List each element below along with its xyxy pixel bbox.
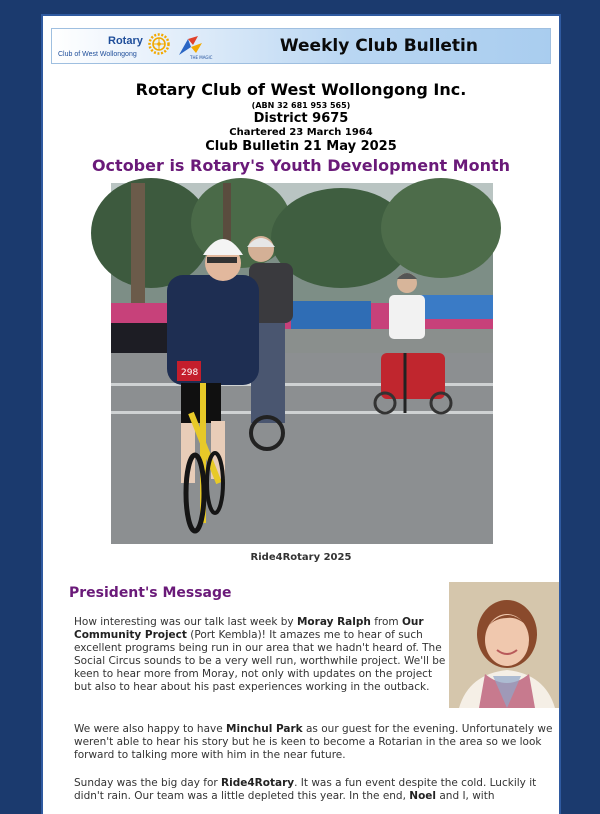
bold-text: Moray Ralph (296, 616, 371, 628)
message-paragraph-3 (74, 777, 554, 803)
message-paragraph-2 (74, 723, 554, 762)
text-run: from (370, 616, 402, 628)
club-subtitle: Club of West Wollongong (58, 51, 137, 58)
rotary-logo (58, 32, 168, 62)
message-paragraph-1 (74, 616, 446, 694)
bulletin-page (41, 14, 561, 814)
text-run: How interesting was our talk last week by (74, 616, 297, 628)
text-run: as our guest for the evening. Unfortunately we weren't able to hear his story but he is keen to become a Rotarian in the area so we look forward to talking more with him in the near future. (74, 723, 553, 761)
photo-caption: Ride4Rotary 2025 (250, 552, 352, 563)
bold-text: Ride4Rotary (221, 777, 295, 789)
text-run: (Port Kembla)! It amazes me to hear of such excellent programs being run in our area that we hadn't heard of. The Social Circus sounds to be a very well run, worthwhile project. We'll be keen to hear more from Moray, not only with updates on the project but also to hear about his past experiences working in the outback. (74, 629, 446, 693)
district: District 9675 (253, 111, 349, 126)
text-run: We were also happy to have (74, 723, 227, 735)
bold-text: Noel (409, 790, 437, 802)
club-header (43, 80, 559, 177)
rotary-wordmark: Rotary (108, 35, 143, 47)
theme-logo-icon (176, 33, 213, 61)
presidents-message-heading: President's Message (69, 585, 232, 601)
bib-number: 298 (181, 368, 199, 378)
abn-number: (ABN 32 681 953 565) (251, 101, 351, 110)
ride4rotary-photo (111, 183, 493, 544)
bulletin-date: Club Bulletin 21 May 2025 (205, 139, 397, 154)
month-theme-heading: October is Rotary's Youth Development Month (91, 156, 511, 175)
charter-date: Chartered 23 March 1964 (229, 127, 373, 138)
rotary-wheel-icon (148, 33, 170, 55)
text-run: and I, with (436, 790, 495, 802)
bulletin-title: Weekly Club Bulletin (279, 36, 478, 56)
svg-text:THE MAGIC: THE MAGIC (190, 55, 213, 60)
president-portrait (449, 582, 559, 708)
text-run: . It was a fun event despite the cold. Luckily it didn't rain. Our team was a little depleted this year. In the end, (74, 777, 537, 802)
club-name: Rotary Club of West Wollongong Inc. (135, 80, 467, 99)
bold-text: Our Community Project (74, 616, 424, 641)
bold-text: Minchul Park (226, 723, 303, 735)
text-run: Sunday was the big day for (74, 777, 222, 789)
bulletin-banner (51, 28, 551, 64)
